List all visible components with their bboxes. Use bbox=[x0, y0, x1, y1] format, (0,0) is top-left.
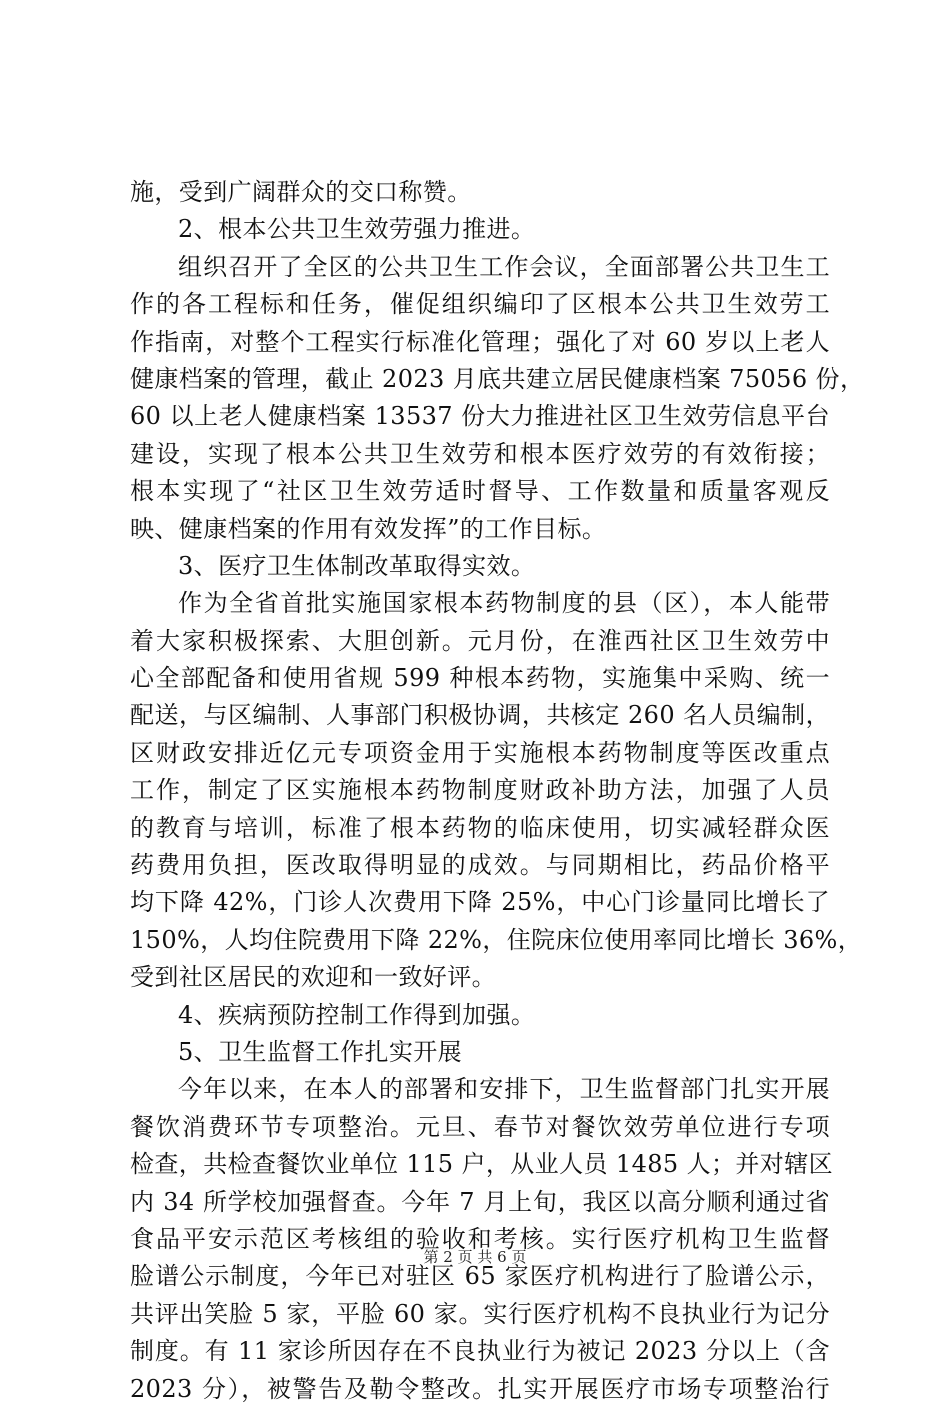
text-line: 作为全省首批实施国家根本药物制度的县（区），本人能带 bbox=[178, 589, 830, 618]
text-line: 餐饮消费环节专项整治。元旦、春节对餐饮效劳单位进行专项 bbox=[130, 1112, 830, 1141]
text-line: 食品平安示范区考核组的验收和考核。实行医疗机构卫生监督 bbox=[130, 1224, 830, 1253]
text-line: 均下降 42%，门诊人次费用下降 25%，中心门诊量同比增长了 bbox=[130, 888, 830, 917]
text-line: 映、健康档案的作用有效发挥”的工作目标。 bbox=[130, 514, 607, 543]
text-line: 4、疾病预防控制工作得到加强。 bbox=[178, 1000, 536, 1029]
text-line: 作的各工程标和任务，催促组织编印了区根本公共卫生效劳工 bbox=[130, 290, 830, 319]
text-line: 心全部配备和使用省规 599 种根本药物，实施集中采购、统一 bbox=[130, 664, 830, 693]
text-line: 150%，人均住院费用下降 22%，住院床位使用率同比增长 36%， bbox=[130, 925, 863, 954]
text-line: 施，受到广阔群众的交口称赞。 bbox=[130, 178, 472, 206]
text-line: 组织召开了全区的公共卫生工作会议，全面部署公共卫生工 bbox=[178, 252, 830, 281]
text-line: 共评出笑脸 5 家，平脸 60 家。实行医疗机构不良执业行为记分 bbox=[130, 1299, 830, 1328]
text-line: 5、卫生监督工作扎实开展 bbox=[178, 1037, 463, 1066]
text-line: 建设，实现了根本公共卫生效劳和根本医疗效劳的有效衔接； bbox=[130, 439, 830, 468]
text-line: 作指南，对整个工程实行标准化管理；强化了对 60 岁以上老人 bbox=[130, 327, 830, 356]
text-line: 今年以来，在本人的部署和安排下，卫生监督部门扎实开展 bbox=[178, 1075, 830, 1104]
text-line: 脸谱公示制度，今年已对驻区 65 家医疗机构进行了脸谱公示， bbox=[130, 1262, 830, 1291]
text-line: 制度。有 11 家诊所因存在不良执业行为被记 2023 分以上（含 bbox=[130, 1337, 830, 1366]
text-line: 配送，与区编制、人事部门积极协调，共核定 260 名人员编制， bbox=[130, 701, 830, 730]
text-line: 药费用负担，医改取得明显的成效。与同期相比，药品价格平 bbox=[130, 851, 830, 880]
text-line: 60 以上老人健康档案 13537 份大力推进社区卫生效劳信息平台 bbox=[130, 402, 830, 431]
text-line: 检查，共检查餐饮业单位 115 户，从业人员 1485 人；并对辖区 bbox=[130, 1150, 834, 1179]
text-line: 健康档案的管理，截止 2023 月底共建立居民健康档案 75056 份， bbox=[130, 364, 865, 393]
text-line: 区财政安排近亿元专项资金用于实施根本药物制度等医改重点 bbox=[130, 738, 830, 767]
text-line: 受到社区居民的欢迎和一致好评。 bbox=[130, 963, 496, 992]
text-line: 3、医疗卫生体制改革取得实效。 bbox=[178, 551, 536, 580]
text-line: 着大家积极探索、大胆创新。元月份，在淮西社区卫生效劳中 bbox=[130, 626, 830, 655]
text-line: 2023 分），被警告及勒令整改。扎实开展医疗市场专项整治行 bbox=[130, 1374, 830, 1403]
text-line: 根本实现了“社区卫生效劳适时督导、工作数量和质量客观反 bbox=[130, 477, 830, 506]
text-line: 的教育与培训，标准了根本药物的临床使用，切实减轻群众医 bbox=[130, 813, 830, 842]
text-line: 2、根本公共卫生效劳强力推进。 bbox=[178, 215, 536, 244]
text-line: 内 34 所学校加强督查。今年 7 月上旬，我区以高分顺利通过省 bbox=[130, 1187, 830, 1216]
document-body bbox=[130, 174, 865, 1408]
page-number-footer: 第 2 页 共 6 页 bbox=[423, 1248, 527, 1266]
text-line: 工作，制定了区实施根本药物制度财政补助方法，加强了人员 bbox=[130, 776, 830, 805]
